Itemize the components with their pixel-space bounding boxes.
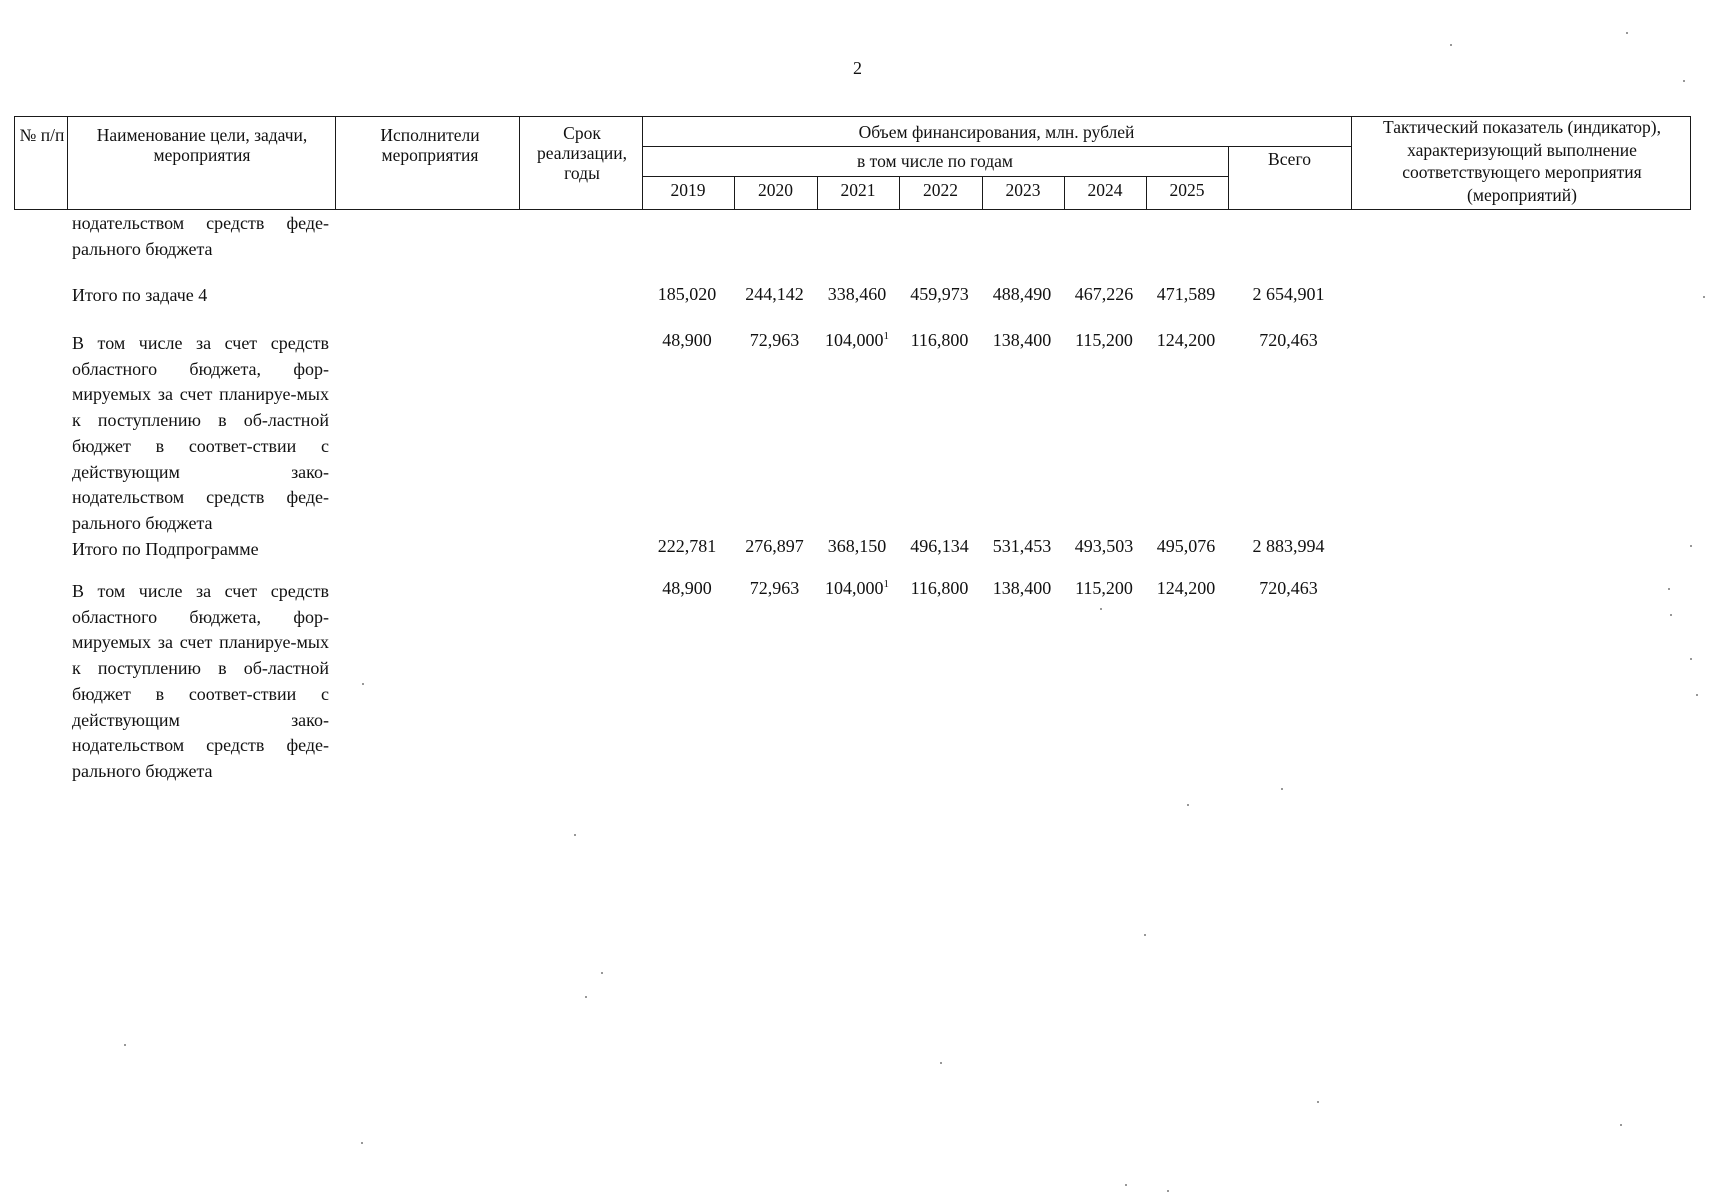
value-2023: 531,453 (992, 536, 1052, 556)
value-total: 720,463 (1259, 330, 1318, 350)
col-divider (335, 117, 336, 209)
scan-speck (574, 834, 576, 836)
value-2024: 467,226 (1074, 284, 1134, 304)
value-2020: 72,963 (749, 578, 800, 598)
row-label: В том числе за счет средств областного бюджета, фор-мируемых за счет планируе-мых к поступлению в об-ластной бюджет в соответ-ствии с действующим зако-нодательством средств феде-рального бюджета (72, 581, 329, 781)
value-2019: 48,900 (662, 330, 712, 350)
scan-speck (1100, 608, 1102, 610)
value-2022: 496,134 (910, 536, 969, 556)
value-total: 720,463 (1259, 578, 1318, 598)
value-2024: 115,200 (1075, 330, 1133, 350)
header-year: 2023 (1005, 180, 1041, 200)
footnote-mark: 1 (883, 330, 889, 342)
col-divider (1351, 117, 1352, 209)
value-2024: 493,503 (1074, 536, 1134, 556)
header-total: Всего (1268, 149, 1311, 169)
value-2021 (816, 577, 898, 599)
header-year: 2022 (923, 180, 958, 200)
value-2020: 244,142 (745, 284, 804, 304)
scan-speck (1690, 658, 1692, 660)
value-2022: 459,973 (910, 284, 969, 304)
scan-speck (1167, 1190, 1169, 1192)
header-by-years: в том числе по годам (857, 151, 1013, 171)
row-divider (642, 146, 1351, 147)
header-year: 2019 (670, 180, 706, 200)
header-year: 2020 (758, 180, 793, 200)
value-2023: 138,400 (992, 330, 1052, 350)
scan-speck (585, 996, 587, 998)
scan-speck (1620, 1124, 1622, 1126)
value-2020: 276,897 (745, 536, 804, 556)
header-term: Срок реализации, годы (537, 123, 627, 183)
value-2021 (816, 329, 898, 351)
value-total: 2 883,994 (1252, 536, 1325, 556)
footnote-mark: 1 (883, 578, 889, 590)
header-no: № п/п (19, 125, 65, 145)
header-indicator: Тактический показатель (индикатор), характеризующий выполнение соответствующего мероприятия (мероприятий) (1382, 117, 1662, 205)
scan-speck (361, 1142, 363, 1144)
value-2022: 116,800 (910, 330, 969, 350)
header-name: Наименование цели, задачи, мероприятия (96, 125, 308, 165)
value-2024: 115,200 (1075, 578, 1133, 598)
row-label: Итого по задаче 4 (72, 285, 208, 305)
scan-speck (124, 1044, 126, 1046)
scan-speck (1125, 1184, 1127, 1186)
value-total: 2 654,901 (1252, 284, 1325, 304)
value-2023: 138,400 (992, 578, 1052, 598)
value-2025: 124,200 (1156, 578, 1216, 598)
header-executors: Исполнители мероприятия (380, 125, 480, 165)
scan-speck (1187, 804, 1189, 806)
value-2021: 368,150 (827, 536, 887, 556)
scan-speck (1683, 80, 1685, 82)
scan-speck (1668, 588, 1670, 590)
scan-speck (1144, 934, 1146, 936)
row-label: Итого по Подпрограмме (72, 539, 259, 559)
scan-speck (1450, 44, 1452, 46)
value-2021: 338,460 (827, 284, 887, 304)
row-label: нодательством средств феде-ральнoго бюджета (72, 213, 329, 259)
scan-speck (601, 972, 603, 974)
col-divider (519, 117, 520, 209)
header-financing: Объем финансирования, млн. рублей (858, 122, 1135, 142)
header-year: 2024 (1087, 180, 1123, 200)
value-2022: 116,800 (910, 578, 969, 598)
scan-speck (1281, 788, 1283, 790)
header-year: 2025 (1169, 180, 1205, 200)
value-2025: 124,200 (1156, 330, 1216, 350)
value-2019: 185,020 (657, 284, 717, 304)
value-2025: 471,589 (1156, 284, 1216, 304)
value-2019: 48,900 (662, 578, 712, 598)
scan-speck (362, 683, 364, 685)
scan-speck (1690, 545, 1692, 547)
scan-speck (1703, 296, 1705, 298)
row-divider (642, 176, 1228, 177)
value-text: 104,000 (825, 330, 884, 350)
row-label: В том числе за счет средств областного бюджета, фор-мируемых за счет планируе-мых к поступлению в об-ластной бюджет в соответ-ствии с действующим зако-нодательством средств феде-рального бюджета (72, 333, 329, 533)
value-text: 104,000 (825, 578, 884, 598)
scan-speck (1670, 614, 1672, 616)
header-year: 2021 (840, 180, 876, 200)
scan-speck (1626, 32, 1628, 34)
scan-speck (940, 1062, 942, 1064)
value-2023: 488,490 (992, 284, 1052, 304)
value-2025: 495,076 (1156, 536, 1216, 556)
scan-speck (1317, 1101, 1319, 1103)
scan-speck (1696, 694, 1698, 696)
col-divider (67, 117, 68, 209)
value-2019: 222,781 (657, 536, 717, 556)
page-number: 2 (853, 58, 862, 78)
value-2020: 72,963 (749, 330, 800, 350)
table-header (14, 116, 1691, 210)
